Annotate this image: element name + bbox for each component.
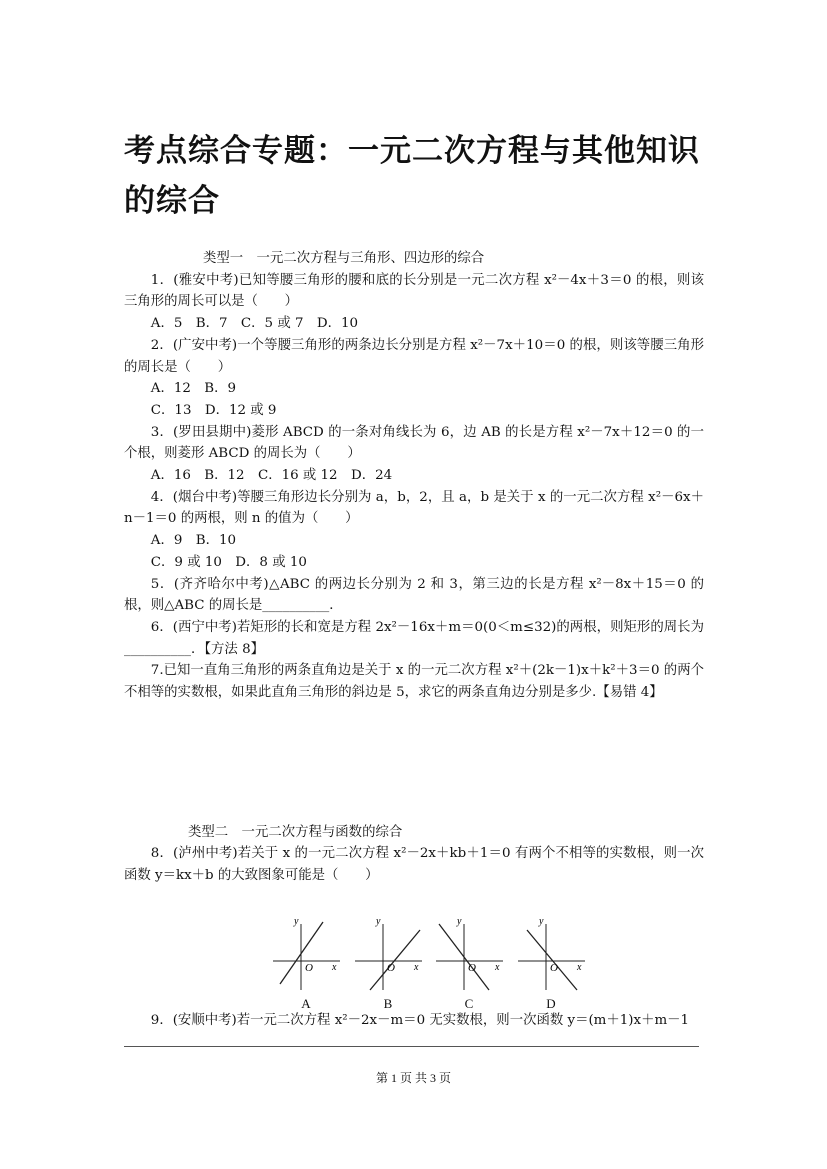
axis-y-label: y <box>294 916 299 927</box>
section-heading-2: 类型二 一元二次方程与函数的综合 <box>188 824 403 840</box>
question-2-options-row1: A．12 B．9 <box>150 381 237 397</box>
axis-y-label: y <box>457 916 462 927</box>
question-8: 8．(泸州中考)若关于 x 的一元二次方程 x²－2x＋kb＋1＝0 有两个不相等的实数根，则一次函数 y＝kx＋b 的大致图象可能是（ ） <box>124 846 704 884</box>
axis-x-label: x <box>495 962 500 973</box>
figure-options-graphs <box>268 912 608 1012</box>
footer-divider <box>124 1046 699 1047</box>
graph-b <box>350 912 425 992</box>
axis-x-label: x <box>414 962 419 973</box>
graph-c-label: C <box>464 996 474 1011</box>
page-title: 考点综合专题：一元二次方程与其他知识的综合 <box>124 133 700 219</box>
question-2: 2．(广安中考)一个等腰三角形的两条边长分别是方程 x²－7x＋10＝0 的根，则该等腰三角形的周长是（ ） <box>124 337 704 375</box>
question-2-options-row2: C．13 D．12 或 9 <box>150 402 277 418</box>
axis-x-label: x <box>577 962 582 973</box>
graph-a <box>268 912 343 992</box>
question-3-options: A．16 B．12 C．16 或 12 D．24 <box>150 468 393 484</box>
origin-label: O <box>305 962 313 974</box>
question-4: 4．(烟台中考)等腰三角形边长分别为 a，b，2，且 a，b 是关于 x 的一元二次方程 x²－6x＋n－1＝0 的两根，则 n 的值为（ ） <box>124 489 704 527</box>
axis-y-label: y <box>376 916 381 927</box>
question-1: 1．(雅安中考)已知等腰三角形的腰和底的长分别是一元二次方程 x²－4x＋3＝0 的根，则该三角形的周长可以是（ ） <box>124 272 704 310</box>
question-3: 3．(罗田县期中)菱形 ABCD 的一条对角线长为 6，边 AB 的长是方程 x²－7x＋12＝0 的一个根，则菱形 ABCD 的周长为（ ） <box>124 424 704 462</box>
question-9: 9．(安顺中考)若一元二次方程 x²－2x－m＝0 无实数根，则一次函数 y＝(m＋1)x＋m－1 <box>150 1013 690 1028</box>
answer-space <box>124 704 704 822</box>
page-footer: 第 1 页 共 3 页 <box>375 1071 451 1085</box>
axis-x-label: x <box>332 962 337 973</box>
question-1-options: A．5 B．7 C．5 或 7 D．10 <box>150 316 359 332</box>
graph-a-label: A <box>301 996 311 1011</box>
graph-d-label: D <box>546 996 556 1011</box>
graph-b-label: B <box>383 996 393 1011</box>
question-4-options-row1: A．9 B．10 <box>150 533 237 549</box>
origin-label: O <box>387 962 395 974</box>
question-4-options-row2: C．9 或 10 D．8 或 10 <box>150 554 307 570</box>
content-body <box>124 248 704 887</box>
graph-c <box>431 912 506 992</box>
axis-y-label: y <box>539 916 544 927</box>
question-6: 6．(西宁中考)若矩形的长和宽是方程 2x²－16x＋m＝0(0＜m≤32)的两根，则矩形的周长为__________．【方法 8】 <box>124 619 704 657</box>
origin-label: O <box>550 962 558 974</box>
question-5: 5．(齐齐哈尔中考)△ABC 的两边长分别为 2 和 3，第三边的长是方程 x²－8x＋15＝0 的根，则△ABC 的周长是__________． <box>124 576 704 614</box>
origin-label: O <box>468 962 476 974</box>
graph-d <box>513 912 588 992</box>
question-7: 7.已知一直角三角形的两条直角边是关于 x 的一元二次方程 x²＋(2k－1)x＋k²＋3＝0 的两个不相等的实数根，如果此直角三角形的斜边是 5，求它的两条直角边分别是多少.【易错 4】 <box>124 663 704 701</box>
section-heading-1: 类型一 一元二次方程与三角形、四边形的综合 <box>203 251 485 266</box>
